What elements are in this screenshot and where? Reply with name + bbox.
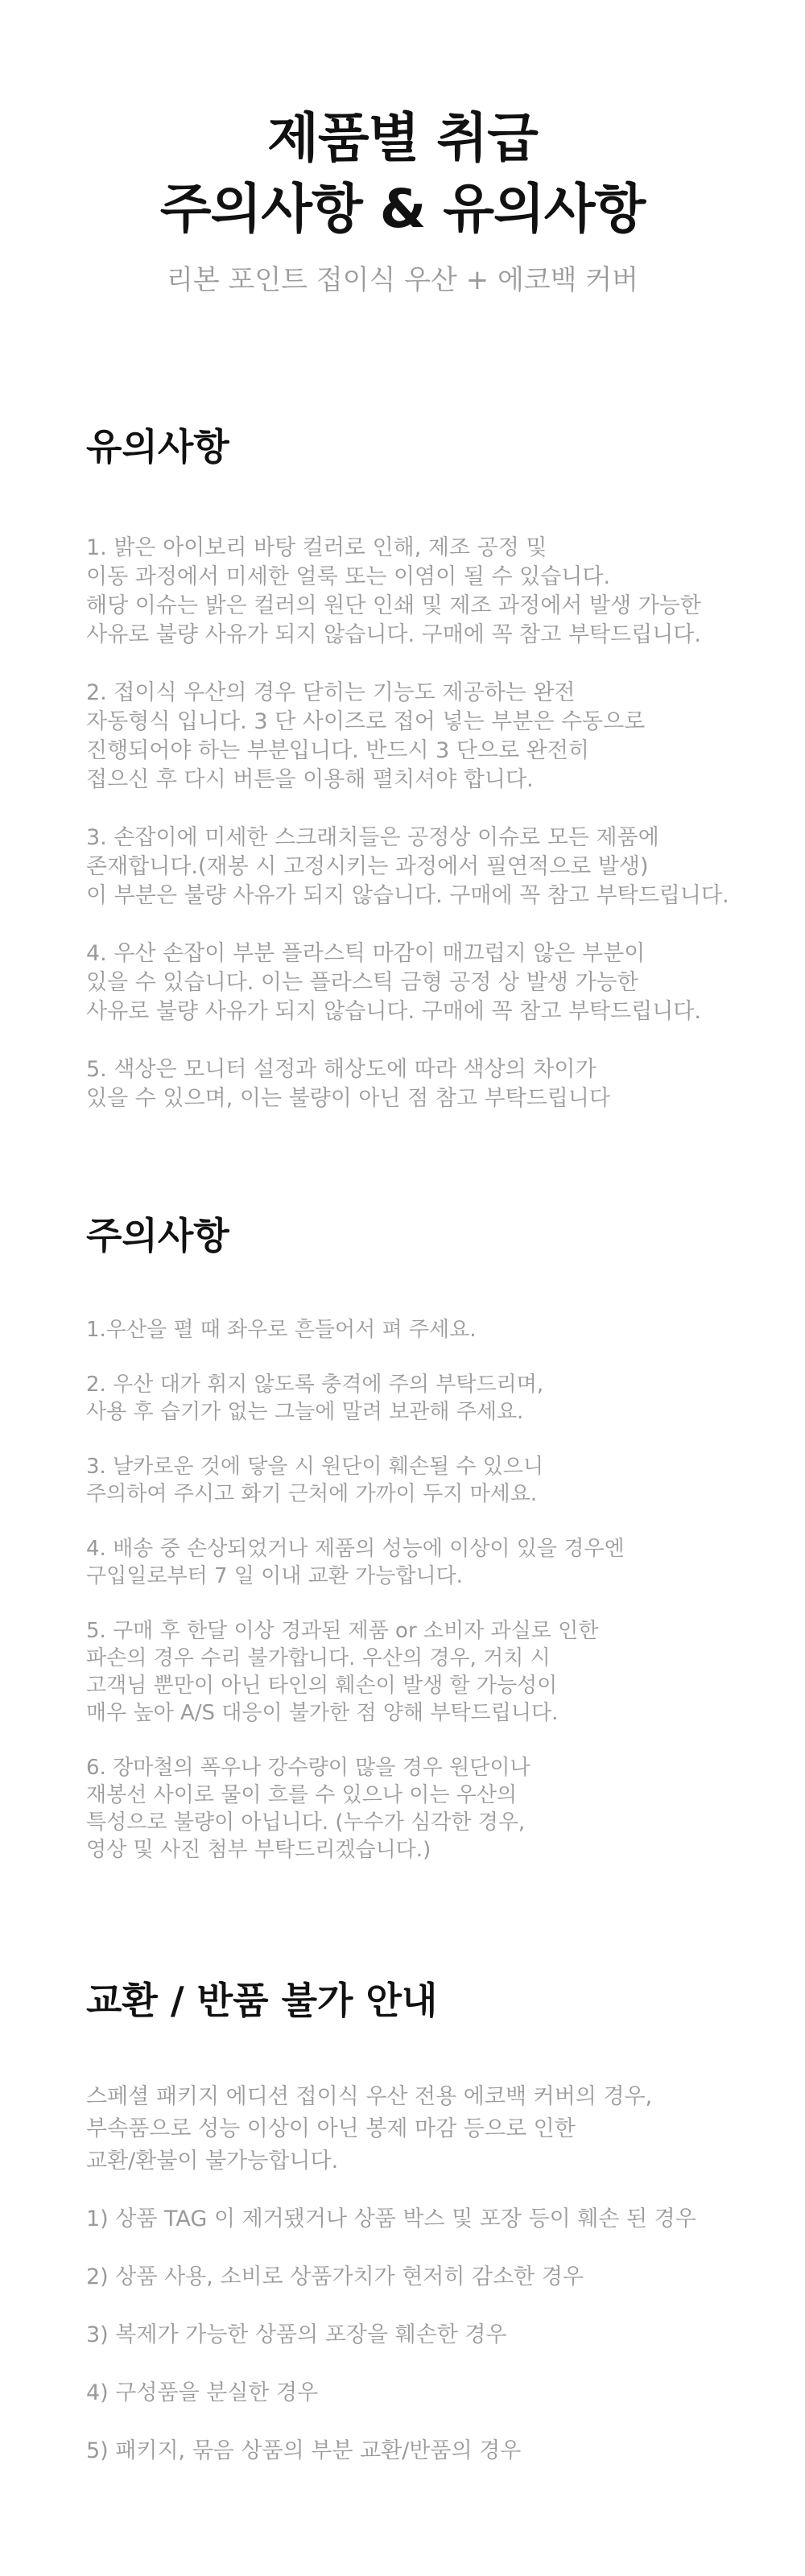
cautions-item: 1.우산을 펼 때 좌우로 흔들어서 펴 주세요. xyxy=(86,1318,477,1342)
notes-item: 2. 접이식 우산의 경우 닫히는 기능도 제공하는 완전 자동형식 입니다. 3 단 사이즈로 접어 넣는 부분은 수동으로 진행되어야 하는 부분입니다. 반드시 3 단으로 완전히 접으신 후 다시 버튼을 이용해 펼치셔야 합니다. xyxy=(86,680,646,792)
notes-list xyxy=(86,534,778,1113)
exchange-item: 1) 상품 TAG 이 제거됐거나 상품 박스 및 포장 등이 훼손 된 경우 xyxy=(86,2207,696,2231)
page-title-line-2: 주의사항 & 유의사항 xyxy=(159,178,646,240)
cautions-list xyxy=(86,1316,778,1864)
exchange-intro: 스페셜 패키지 에디션 접이식 우산 전용 에코백 커버의 경우, 부속품으로 성능 이상이 아닌 봉제 마감 등으로 인한 교환/환불이 불가능합니다. xyxy=(86,2084,653,2174)
exchange-heading: 교환 / 반품 불가 안내 xyxy=(86,1979,438,2022)
notes-item: 4. 우산 손잡이 부분 플라스틱 마감이 매끄럽지 않은 부분이 있을 수 있습니다. 이는 플라스틱 금형 공정 상 발생 가능한 사유로 불량 사유가 되지 않습니다. 구매에 꼭 참고 부탁드립니다. xyxy=(86,941,701,1024)
cautions-item: 5. 구매 후 한달 이상 경과된 제품 or 소비자 과실로 인한 파손의 경우 수리 불가합니다. 우산의 경우, 거치 시 고객님 뿐만이 아닌 타인의 훼손이 발생 할 가능성이 매우 높아 A/S 대응이 불가한 점 양해 부탁드립니다. xyxy=(86,1619,599,1725)
cautions-item: 2. 우산 대가 휘지 않도록 충격에 주의 부탁드리며, 사용 후 습기가 없는 그늘에 말려 보관해 주세요. xyxy=(86,1373,544,1424)
exchange-section xyxy=(86,1976,778,2493)
cautions-item: 6. 장마철의 폭우나 강수량이 많을 경우 원단이나 재봉선 사이로 물이 흐를 수 있으나 이는 우산의 특성으로 불량이 아닙니다. (누수가 심각한 경우, 영상 및 사진 첨부 부탁드리겠습니다.) xyxy=(86,1756,530,1862)
exchange-item: 4) 구성품을 분실한 경우 xyxy=(86,2380,319,2405)
page-subtitle: 리본 포인트 접이식 우산 + 에코백 커버 xyxy=(167,264,638,296)
title-block xyxy=(0,103,805,298)
exchange-list xyxy=(86,2081,778,2467)
exchange-item: 2) 상품 사용, 소비로 상품가치가 현저히 감소한 경우 xyxy=(86,2264,584,2289)
notes-item: 5. 색상은 모니터 설정과 해상도에 따라 색상의 차이가 있을 수 있으며, 이는 불량이 아닌 점 참고 부탁드립니다 xyxy=(86,1057,611,1111)
page-title-line-1: 제품별 취급 xyxy=(267,107,538,169)
notes-section xyxy=(86,423,778,1142)
cautions-item: 3. 날카로운 것에 닿을 시 원단이 훼손될 수 있으니 주의하여 주시고 화기 근처에 가까이 두지 마세요. xyxy=(86,1455,544,1506)
notes-heading: 유의사항 xyxy=(86,425,229,469)
cautions-item: 4. 배송 중 손상되었거나 제품의 성능에 이상이 있을 경우엔 구입일로부터 7 일 이내 교환 가능합니다. xyxy=(86,1537,625,1588)
exchange-item: 3) 복제가 가능한 상품의 포장을 훼손한 경우 xyxy=(86,2322,507,2347)
notes-item: 1. 밝은 아이보리 바탕 컬러로 인해, 제조 공정 및 이동 과정에서 미세한 얼룩 또는 이염이 될 수 있습니다. 해당 이슈는 밝은 컬러의 원단 인쇄 및 제조 과정에서 발생 가능한 사유로 불량 사유가 되지 않습니다. 구매에 꼭 참고 부탁드립니다. xyxy=(86,535,701,647)
notes-item: 3. 손잡이에 미세한 스크래치들은 공정상 이슈로 모든 제품에 존재합니다.(재봉 시 고정시키는 과정에서 필연적으로 발생) 이 부분은 불량 사유가 되지 않습니다. 구매에 꼭 참고 부탁드립니다. xyxy=(86,825,729,908)
exchange-item: 5) 패키지, 묶음 상품의 부분 교환/반품의 경우 xyxy=(86,2438,522,2463)
cautions-heading: 주의사항 xyxy=(86,1214,229,1257)
cautions-section xyxy=(86,1212,778,1891)
